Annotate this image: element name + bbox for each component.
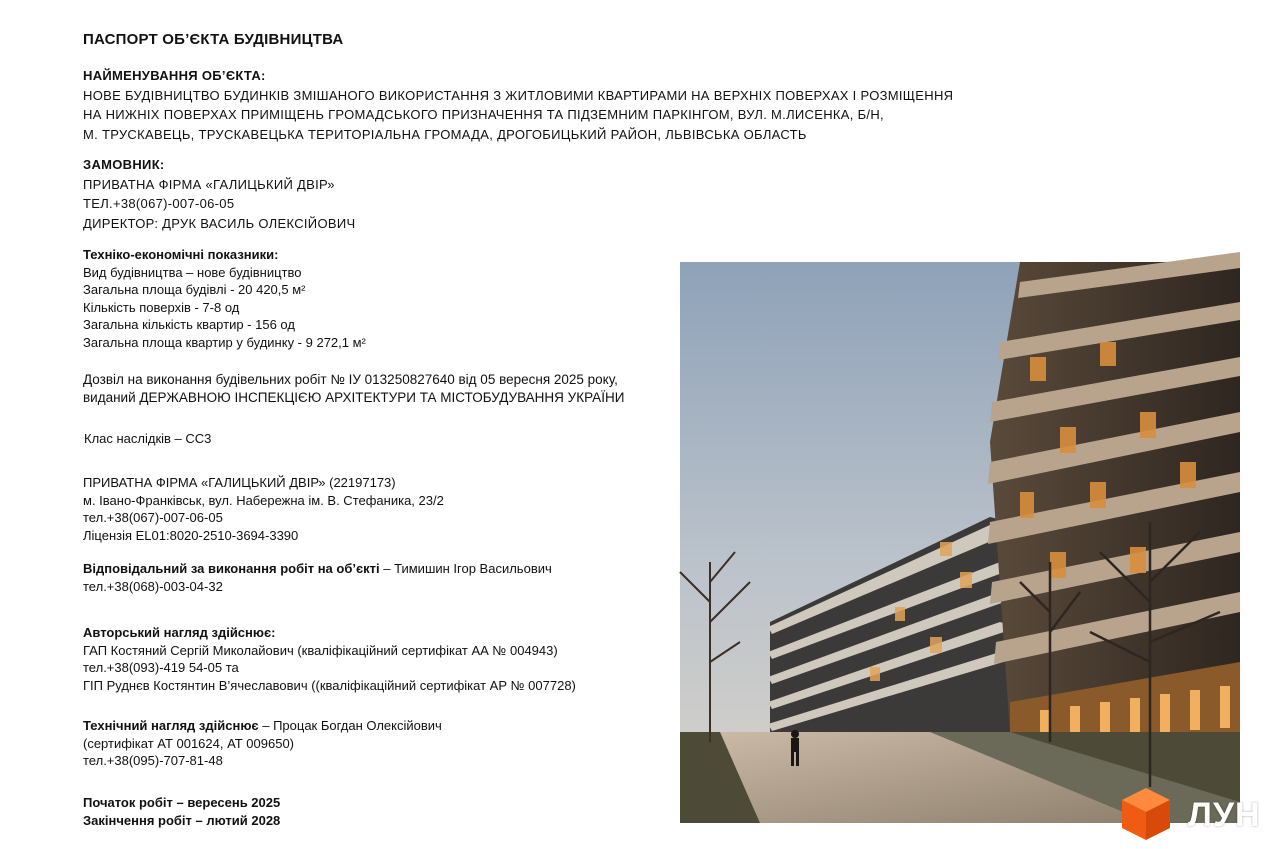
responsible-name: – Тимишин Ігор Васильович xyxy=(379,561,552,576)
responsible-section xyxy=(83,560,552,595)
lun-logo xyxy=(1118,786,1261,844)
cube-logo-icon xyxy=(1118,786,1174,844)
indicator-line: Загальна площа будівлі - 20 420,5 м² xyxy=(83,282,306,297)
indicator-line: Вид будівництва – нове будівництво xyxy=(83,264,302,280)
schedule-end: Закінчення робіт – лютий 2028 xyxy=(83,812,281,828)
contractor-name: ПРИВАТНА ФІРМА «ГАЛИЦЬКИЙ ДВІР» (22197173) xyxy=(83,475,396,490)
customer-section xyxy=(83,155,355,233)
author-supervision-section xyxy=(83,624,576,694)
customer-phone: ТЕЛ.+38(067)-007-06-05 xyxy=(83,196,235,211)
object-name-line: НА НИЖНІХ ПОВЕРХАХ ПРИМІЩЕНЬ ГРОМАДСЬКОГО ПРИЗНАЧЕННЯ ТА ПІДЗЕМНИМ ПАРКІНГОМ, ВУЛ. М.ЛИСЕНКА, Б/Н, xyxy=(83,107,884,122)
logo-text: ЛУН xyxy=(1188,796,1261,834)
object-name-line: М. ТРУСКАВЕЦЬ, ТРУСКАВЕЦЬКА ТЕРИТОРІАЛЬНА ГРОМАДА, ДРОГОБИЦЬКИЙ РАЙОН, ЛЬВІВСЬКА ОБЛАСТЬ xyxy=(83,126,807,142)
author-supervision-line: тел.+38(093)-419 54-05 та xyxy=(83,660,239,675)
permit-section xyxy=(83,371,624,406)
contractor-license: Ліцензія ЕL01:8020-2510-3694-3390 xyxy=(83,527,299,543)
technical-supervision-phone: тел.+38(095)-707-81-48 xyxy=(83,753,223,768)
schedule-start: Початок робіт – вересень 2025 xyxy=(83,795,281,810)
technical-supervision-label: Технічний нагляд здійснює xyxy=(83,718,259,733)
consequence-class: Клас наслідків – СС3 xyxy=(84,431,212,446)
indicators-heading: Техніко-економічні показники: xyxy=(83,247,279,262)
object-name-line: НОВЕ БУДІВНИЦТВО БУДИНКІВ ЗМІШАНОГО ВИКОРИСТАННЯ З ЖИТЛОВИМИ КВАРТИРАМИ НА ВЕРХНІХ ПОВЕРХАХ І РОЗМІЩЕННЯ xyxy=(83,87,954,103)
customer-name: ПРИВАТНА ФІРМА «ГАЛИЦЬКИЙ ДВІР» xyxy=(83,176,335,192)
page-title: ПАСПОРТ ОБ’ЄКТА БУДІВНИЦТВА xyxy=(83,31,344,48)
customer-director: ДИРЕКТОР: ДРУК ВАСИЛЬ ОЛЕКСІЙОВИЧ xyxy=(83,215,356,231)
indicator-line: Кількість поверхів - 7-8 од xyxy=(83,299,240,315)
author-supervision-line: ГІП Руднєв Костянтин В’ячеславович ((кваліфікаційний сертифікат АР № 007728) xyxy=(83,677,576,693)
permit-line: Дозвіл на виконання будівельних робіт № ІУ 013250827640 від 05 вересня 2025 року, xyxy=(83,372,618,387)
author-supervision-line: ГАП Костяний Сергій Миколайович (кваліфікаційний сертифікат АА № 004943) xyxy=(83,642,558,658)
object-name-heading: НАЙМЕНУВАННЯ ОБ’ЄКТА: xyxy=(83,68,266,83)
responsible-label: Відповідальний за виконання робіт на об’єкті xyxy=(83,561,380,576)
author-supervision-heading: Авторський нагляд здійснює: xyxy=(83,625,276,640)
permit-line: виданий ДЕРЖАВНОЮ ІНСПЕКЦІЄЮ АРХІТЕКТУРИ ТА МІСТОБУДУВАННЯ УКРАЇНИ xyxy=(83,389,625,405)
customer-heading: ЗАМОВНИК: xyxy=(83,157,165,172)
technical-supervision-name: – Процак Богдан Олексійович xyxy=(258,718,442,733)
contractor-phone: тел.+38(067)-007-06-05 xyxy=(83,510,223,525)
technical-supervision-section xyxy=(83,717,442,770)
contractor-section xyxy=(83,474,444,544)
building-rendering-svg xyxy=(680,262,1240,823)
indicators-section xyxy=(83,246,366,351)
indicator-line: Загальна кількість квартир - 156 од xyxy=(83,317,295,332)
contractor-address: м. Івано-Франківськ, вул. Набережна ім. В. Стефаника, 23/2 xyxy=(83,492,444,508)
object-name-section xyxy=(83,66,953,144)
building-rendering-image xyxy=(680,262,1240,823)
responsible-phone: тел.+38(068)-003-04-32 xyxy=(83,578,223,594)
schedule-section xyxy=(83,794,280,829)
technical-supervision-certificate: (сертифікат АТ 001624, АТ 009650) xyxy=(83,735,295,751)
indicator-line: Загальна площа квартир у будинку - 9 272,1 м² xyxy=(83,334,366,350)
